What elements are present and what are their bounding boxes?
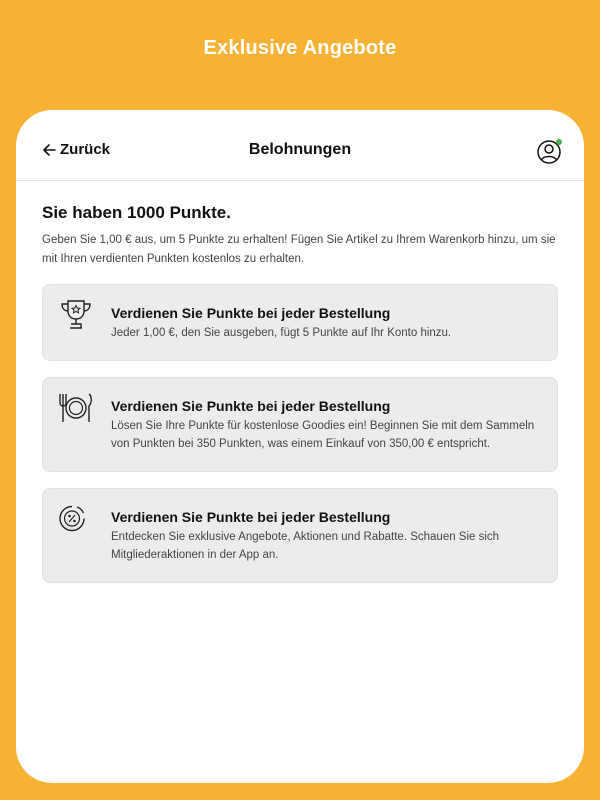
trophy-icon bbox=[57, 298, 95, 332]
card-text: Lösen Sie Ihre Punkte für kostenlose Goodies ein! Beginnen Sie mit dem Sammeln von Punkten bei 350 Punkten, was einem Einkauf von 350,00 € entspricht. bbox=[111, 419, 535, 450]
back-button[interactable] bbox=[42, 141, 110, 158]
points-description: Geben Sie 1,00 € aus, um 5 Punkte zu erhalten! Fügen Sie Artikel zu Ihrem Warenkorb hinzu, um sie mit Ihren verdienten Punkten kostenlos zu erhalten. bbox=[42, 234, 556, 265]
card-text: Entdecken Sie exklusive Angebote, Aktionen und Rabatte. Schauen Sie sich Mitgliederaktionen in der App an. bbox=[111, 530, 500, 561]
rewards-panel bbox=[16, 110, 584, 783]
user-avatar-icon bbox=[537, 138, 563, 164]
arrow-left-icon bbox=[42, 143, 56, 157]
reward-card bbox=[42, 488, 558, 583]
card-title: Verdienen Sie Punkte bei jeder Bestellung bbox=[111, 397, 391, 414]
back-label: Zurück bbox=[60, 141, 111, 158]
card-text: Jeder 1,00 €, den Sie ausgeben, fügt 5 Punkte auf Ihr Konto hinzu. bbox=[111, 327, 452, 339]
reward-card bbox=[42, 377, 558, 472]
app-header bbox=[16, 110, 584, 181]
reward-card bbox=[42, 284, 558, 361]
points-heading: Sie haben 1000 Punkte. bbox=[42, 203, 231, 222]
page-title: Belohnungen bbox=[248, 141, 352, 158]
notification-dot bbox=[556, 139, 562, 145]
rewards-content bbox=[16, 181, 584, 583]
discount-icon bbox=[57, 502, 95, 536]
banner-title: Exklusive Angebote bbox=[203, 37, 397, 59]
plate-cutlery-icon bbox=[57, 391, 95, 425]
card-title: Verdienen Sie Punkte bei jeder Bestellung bbox=[111, 305, 391, 321]
card-title: Verdienen Sie Punkte bei jeder Bestellung bbox=[111, 508, 391, 525]
profile-button[interactable] bbox=[537, 138, 563, 164]
